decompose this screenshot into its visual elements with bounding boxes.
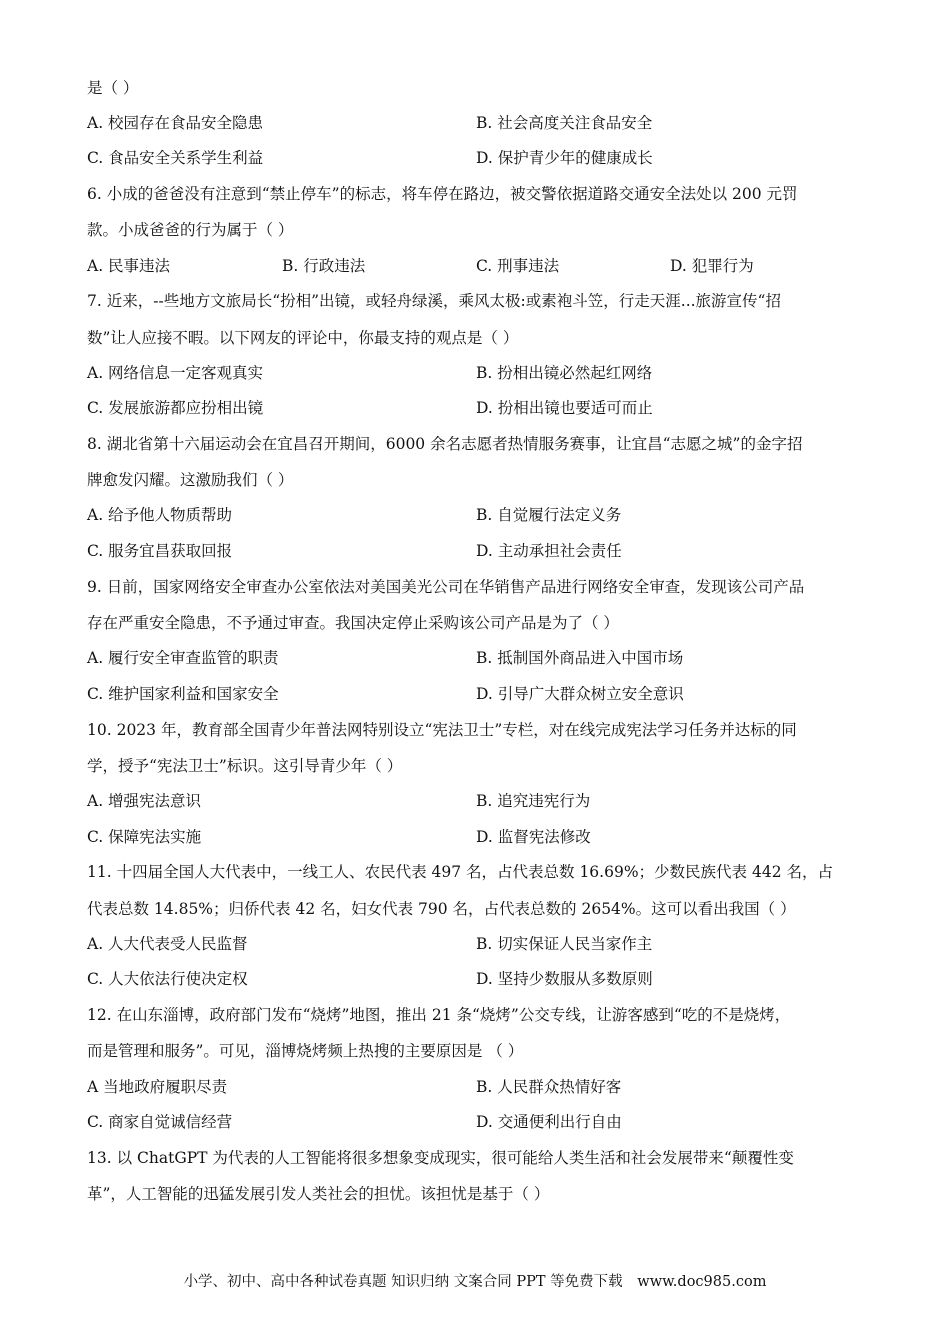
q13-stem-line-2: 革”，人工智能的迅猛发展引发人类社会的担忧。该担忧是基于（ ）: [87, 1185, 550, 1203]
q10-option-d: D. 监督宪法修改: [476, 828, 591, 846]
q7-option-d: D. 扮相出镜也要适可而止: [476, 399, 653, 417]
footer-url[interactable]: www.doc985.com: [637, 1274, 767, 1290]
q6-option-b: B. 行政违法: [282, 257, 366, 275]
q7-option-c: C. 发展旅游都应扮相出镜: [87, 399, 264, 417]
q12-stem-line-1: 12. 在山东淄博，政府部门发布“烧烤”地图，推出 21 条“烧烤”公交专线，让游客感到“吃的不是烧烤，: [87, 1006, 791, 1024]
q5-stem-tail: 是（ ）: [87, 79, 139, 97]
q12-option-b: B. 人民群众热情好客: [476, 1078, 622, 1096]
page-footer: [0, 1270, 950, 1291]
q9-option-c: C. 维护国家利益和国家安全: [87, 685, 279, 703]
q6-option-c: C. 刑事违法: [476, 257, 560, 275]
q8-stem-line-2: 牌愈发闪耀。这激励我们（ ）: [87, 471, 294, 489]
q10-option-a: A. 增强宪法意识: [87, 792, 202, 810]
q10-option-b: B. 追究违宪行为: [476, 792, 591, 810]
footer-text: 小学、初中、高中各种试卷真题 知识归纳 文案合同 PPT 等免费下载: [183, 1274, 623, 1290]
q7-stem-line-2: 数”让人应接不暇。以下网友的评论中，你最支持的观点是（ ）: [87, 329, 519, 347]
q6-stem-line-2: 款。小成爸爸的行为属于（ ）: [87, 221, 294, 239]
q11-stem-line-1: 11. 十四届全国人大代表中，一线工人、农民代表 497 名，占代表总数 16.69%；少数民族代表 442 名，占: [87, 863, 833, 881]
q10-option-c: C. 保障宪法实施: [87, 828, 202, 846]
q9-option-a: A. 履行安全审查监管的职责: [87, 649, 279, 667]
q5-option-b: B. 社会高度关注食品安全: [476, 114, 653, 132]
q12-option-c: C. 商家自觉诚信经营: [87, 1113, 233, 1131]
q8-option-b: B. 自觉履行法定义务: [476, 506, 622, 524]
q12-option-a: A 当地政府履职尽责: [87, 1078, 228, 1096]
q11-option-b: B. 切实保证人民当家作主: [476, 935, 653, 953]
q13-stem-line-1: 13. 以 ChatGPT 为代表的人工智能将很多想象变成现实，很可能给人类生活和社会发展带来“颠覆性变: [87, 1149, 794, 1167]
q8-option-c: C. 服务宜昌获取回报: [87, 542, 233, 560]
q6-option-a: A. 民事违法: [87, 257, 171, 275]
q6-stem-line-1: 6. 小成的爸爸没有注意到“禁止停车”的标志，将车停在路边，被交警依据道路交通安全法处以 200 元罚: [87, 185, 798, 203]
q9-stem-line-1: 9. 日前，国家网络安全审查办公室依法对美国美光公司在华销售产品进行网络安全审查，发现该公司产品: [87, 578, 805, 596]
q10-stem-line-2: 学，授予“宪法卫士”标识。这引导青少年（ ）: [87, 757, 403, 775]
q6-option-d: D. 犯罪行为: [670, 257, 754, 275]
q7-stem-line-1: 7. 近来，--些地方文旅局长“扮相”出镜，或轻舟绿溪，乘风太极:或素袍斗笠，行走天涯...旅游宣传“招: [87, 292, 781, 310]
q11-option-c: C. 人大依法行使决定权: [87, 970, 248, 988]
q7-option-a: A. 网络信息一定客观真实: [87, 364, 264, 382]
q11-option-d: D. 坚持少数服从多数原则: [476, 970, 653, 988]
q8-option-d: D. 主动承担社会责任: [476, 542, 622, 560]
q12-option-d: D. 交通便利出行自由: [476, 1113, 622, 1131]
q9-option-b: B. 抵制国外商品进入中国市场: [476, 649, 684, 667]
q12-stem-line-2: 而是管理和服务”。可见，淄博烧烤频上热搜的主要原因是 （ ）: [87, 1042, 524, 1060]
q5-option-a: A. 校园存在食品安全隐患: [87, 114, 264, 132]
q8-option-a: A. 给予他人物质帮助: [87, 506, 233, 524]
q9-stem-line-2: 存在严重安全隐患，不予通过审查。我国决定停止采购该公司产品是为了（ ）: [87, 614, 619, 632]
q7-option-b: B. 扮相出镜必然起红网络: [476, 364, 653, 382]
q11-option-a: A. 人大代表受人民监督: [87, 935, 248, 953]
q5-option-d: D. 保护青少年的健康成长: [476, 149, 653, 167]
q10-stem-line-1: 10. 2023 年，教育部全国青少年普法网特别设立“宪法卫士”专栏，对在线完成宪法学习任务并达标的同: [87, 721, 797, 739]
q9-option-d: D. 引导广大群众树立安全意识: [476, 685, 684, 703]
q11-stem-line-2: 代表总数 14.85%；归侨代表 42 名，妇女代表 790 名，占代表总数的 2654%。这可以看出我国（ ）: [87, 900, 796, 918]
q5-option-c: C. 食品安全关系学生利益: [87, 149, 264, 167]
q8-stem-line-1: 8. 湖北省第十六届运动会在宜昌召开期间，6000 余名志愿者热情服务赛事，让宜昌“志愿之城”的金字招: [87, 435, 803, 453]
